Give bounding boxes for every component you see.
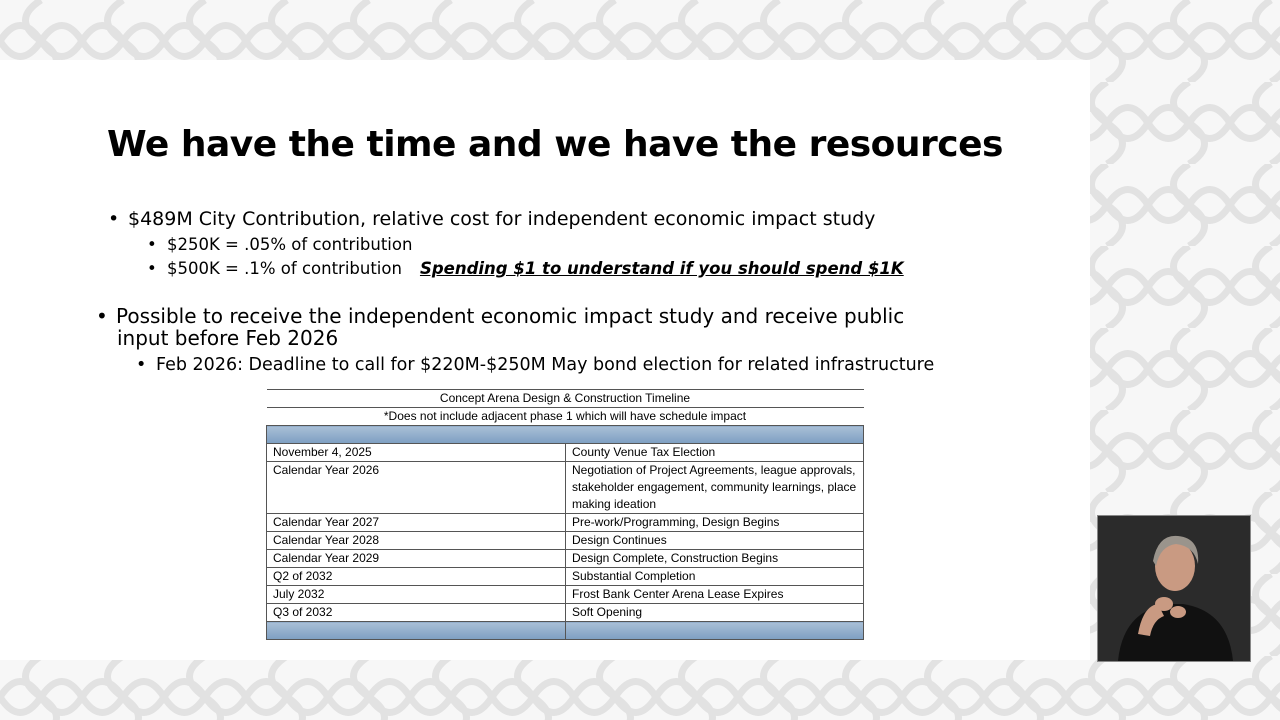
timeline-table: [266, 389, 864, 640]
table-footer-band: [267, 622, 566, 640]
sub-bullet-500k: • $500K = .1% of contribution Spending $1 to understand if you should spend $1K: [147, 259, 904, 278]
sign-language-interpreter-video: [1097, 515, 1251, 662]
bullet-city-contribution: • $489M City Contribution, relative cost for independent economic impact study: [108, 208, 876, 230]
emphasis-spending-note: Spending $1 to understand if you should spend $1K: [419, 259, 904, 278]
slide-title: We have the time and we have the resources: [107, 124, 1003, 165]
table-note: *Does not include adjacent phase 1 which will have schedule impact: [267, 408, 864, 426]
table-row: November 4, 2025 County Venue Tax Election: [267, 444, 864, 462]
table-header-band: [267, 426, 864, 444]
table-title: Concept Arena Design & Construction Timeline: [267, 390, 864, 408]
table-row: July 2032 Frost Bank Center Arena Lease Expires: [267, 586, 864, 604]
table-row: Calendar Year 2026 Negotiation of Project Agreements, league approvals, stakeholder engagement, community learnings, place making ideation: [267, 462, 864, 514]
bullet-possible-to-receive: • Possible to receive the independent economic impact study and receive public input before Feb 2026: [96, 304, 905, 350]
table-row: Calendar Year 2027 Pre-work/Programming, Design Begins: [267, 514, 864, 532]
table-row: Q3 of 2032 Soft Opening: [267, 604, 864, 622]
interpreter-figure: [1098, 516, 1250, 661]
sub-bullet-feb-2026-deadline: • Feb 2026: Deadline to call for $220M-$250M May bond election for related infrastructure: [136, 355, 935, 375]
table-row: Q2 of 2032 Substantial Completion: [267, 568, 864, 586]
sub-bullet-250k: • $250K = .05% of contribution: [147, 235, 413, 254]
table-row: Calendar Year 2028 Design Continues: [267, 532, 864, 550]
table-row: Calendar Year 2029 Design Complete, Construction Begins: [267, 550, 864, 568]
